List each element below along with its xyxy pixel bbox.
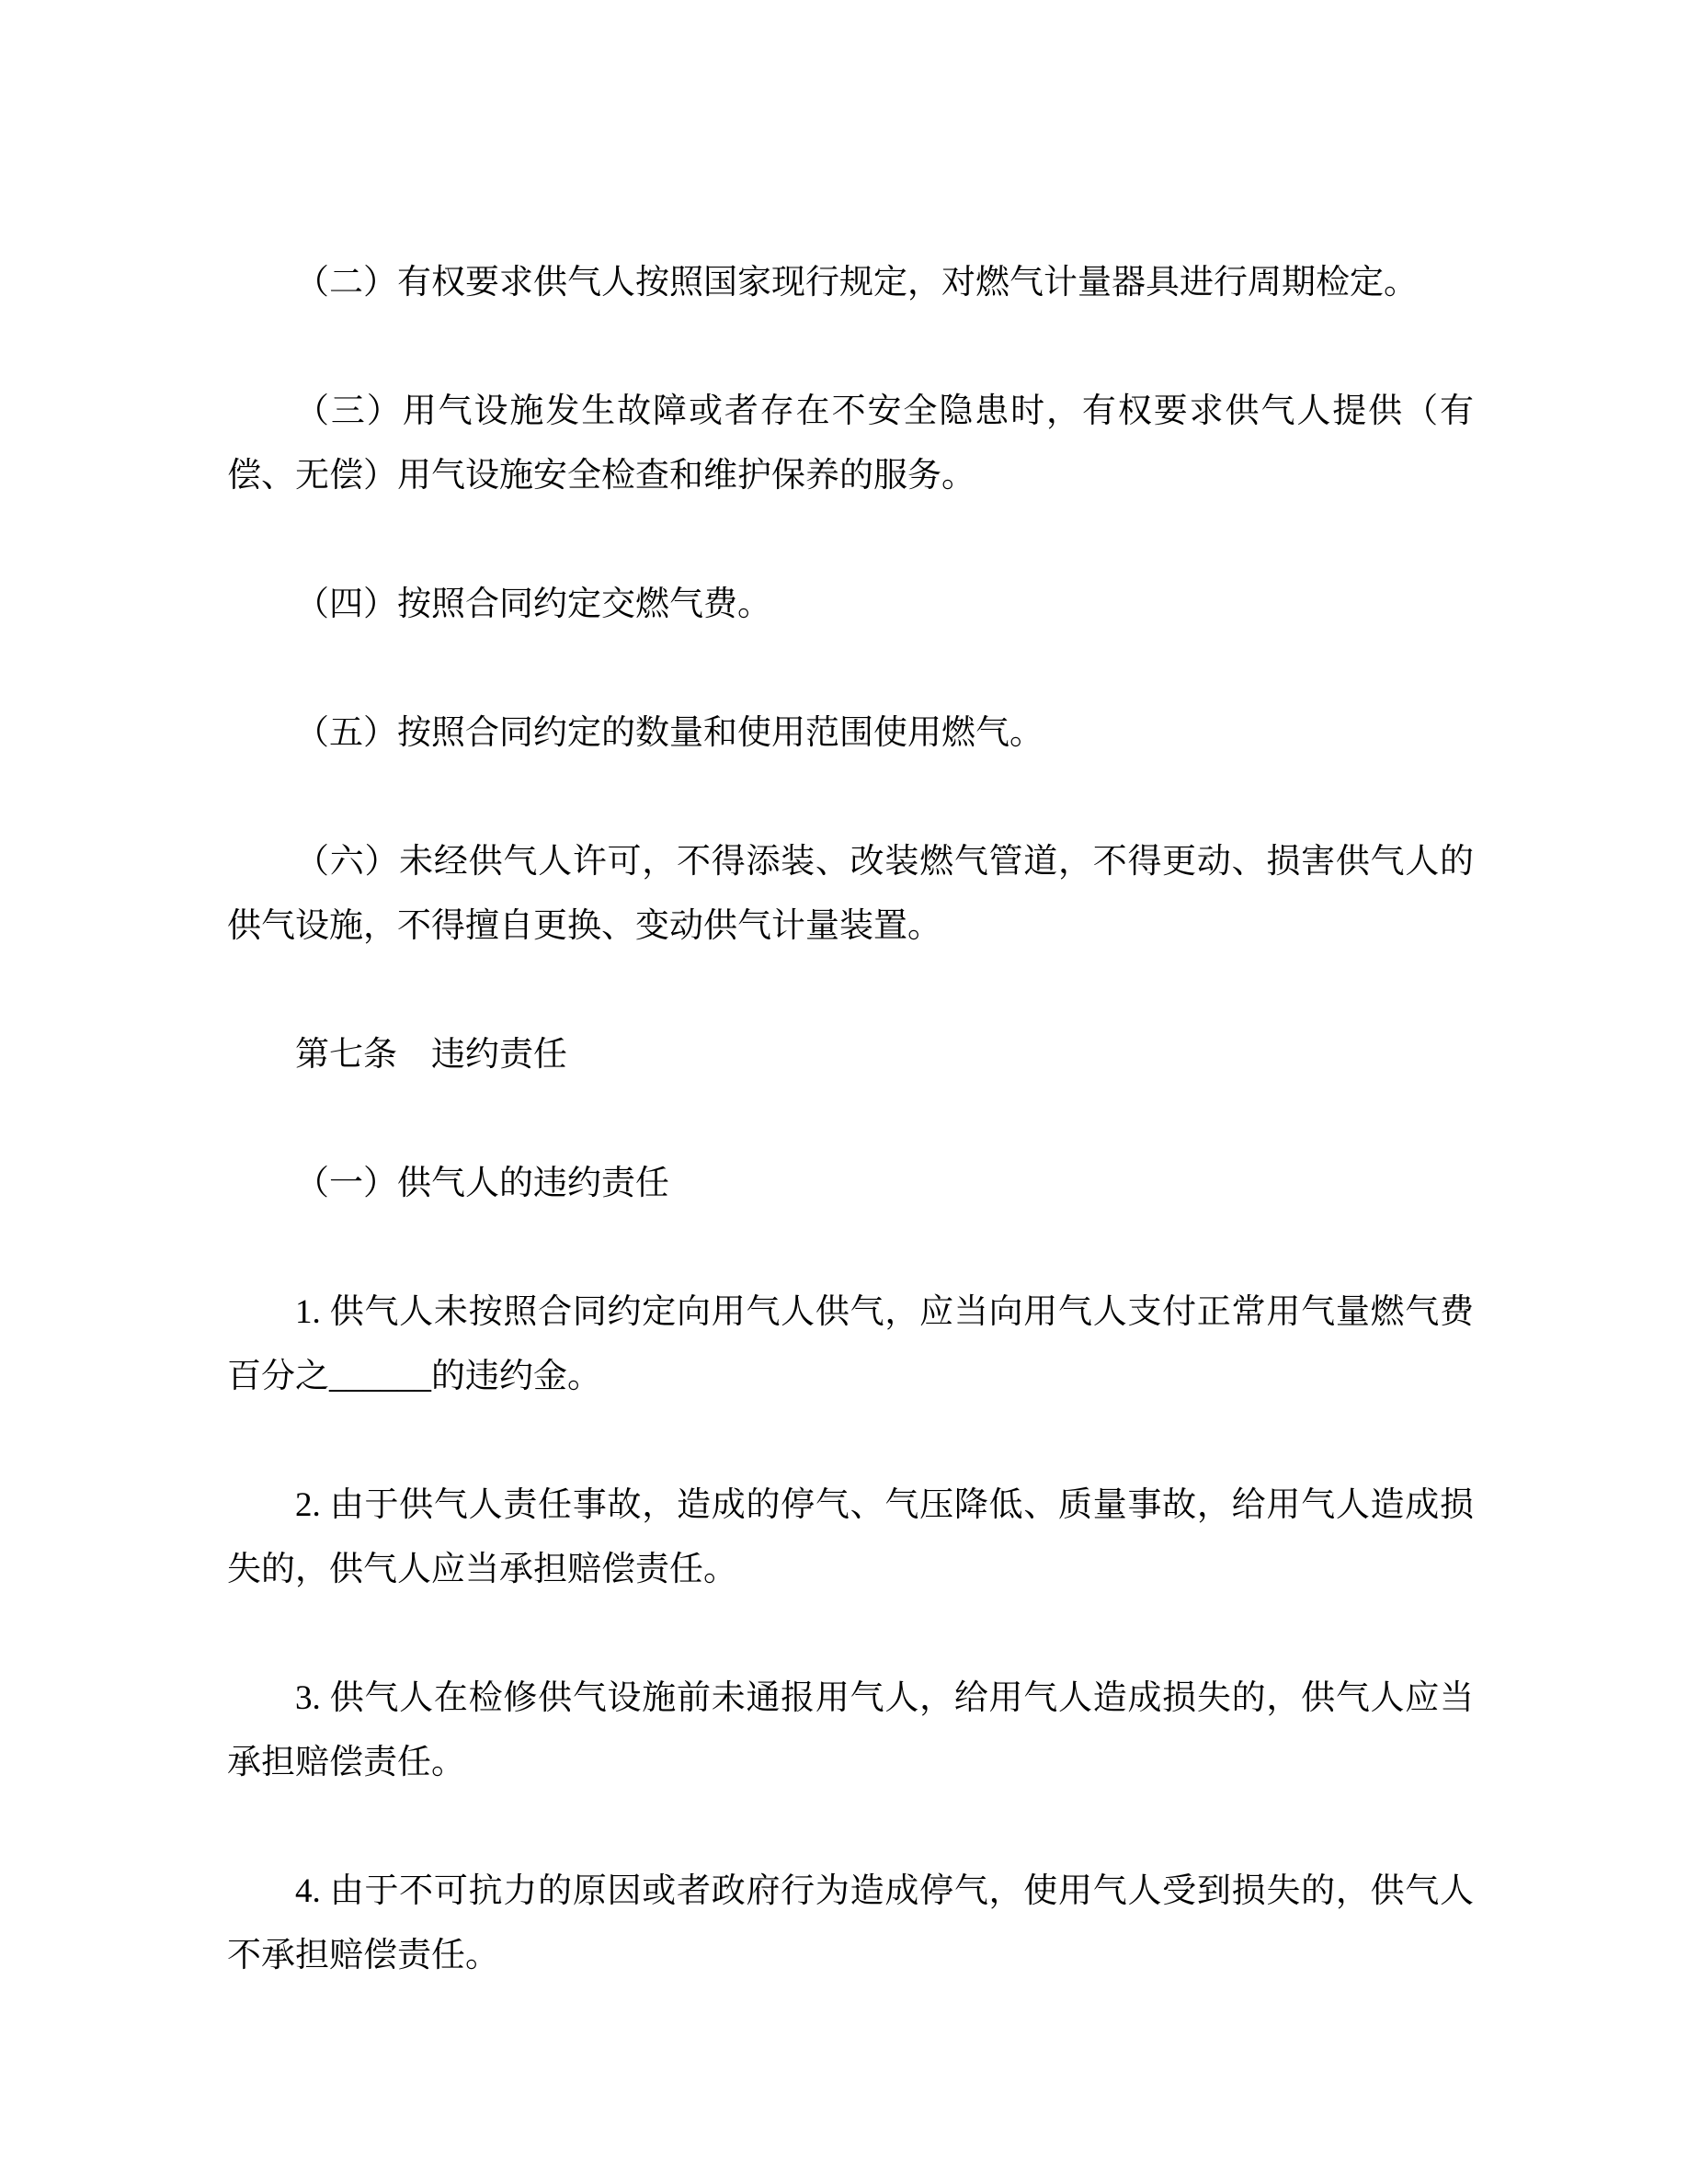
- clause-item-2: （二）有权要求供气人按照国家现行规定，对燃气计量器具进行周期检定。: [295, 264, 1418, 301]
- liability-item-2: 2. 由于供气人责任事故，造成的停气、气压降低、质量事故，给用气人造成损失的，供气人应当承担赔偿责任。: [227, 1486, 1474, 1588]
- liability-item-3: 3. 供气人在检修供气设施前未通报用气人，给用气人造成损失的，供气人应当承担赔偿责任。: [227, 1679, 1474, 1781]
- clause-item-6: （六）未经供气人许可，不得添装、改装燃气管道，不得更动、损害供气人的供气设施，不得擅自更换、变动供气计量装置。: [227, 843, 1474, 945]
- liability-item-1: 1. 供气人未按照合同约定向用气人供气，应当向用气人支付正常用气量燃气费百分之______的违约金。: [227, 1293, 1474, 1395]
- liability-item-4: 4. 由于不可抗力的原因或者政府行为造成停气，使用气人受到损失的，供气人不承担赔偿责任。: [227, 1872, 1474, 1974]
- article-7-heading: 第七条 违约责任: [295, 1036, 567, 1074]
- clause-item-3: （三）用气设施发生故障或者存在不安全隐患时，有权要求供气人提供（有偿、无偿）用气设施安全检查和维护保养的服务。: [227, 392, 1474, 495]
- clause-item-4: （四）按照合同约定交燃气费。: [295, 586, 771, 623]
- section-1-heading: （一）供气人的违约责任: [295, 1165, 669, 1202]
- clause-item-5: （五）按照合同约定的数量和使用范围使用燃气。: [295, 714, 1044, 752]
